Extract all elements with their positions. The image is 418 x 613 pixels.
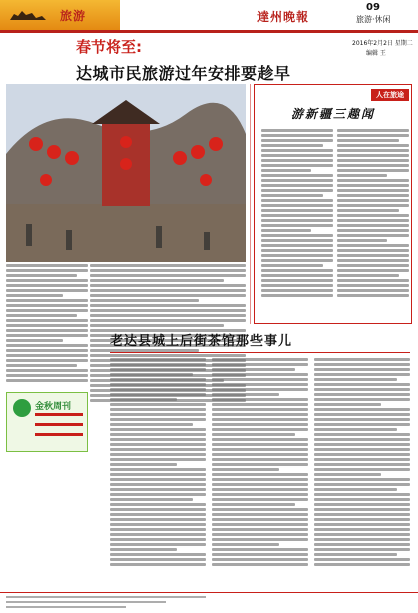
footer-rule	[0, 592, 418, 593]
feature-title: 游新疆三趣闻	[291, 107, 376, 121]
main-story-column-1	[6, 264, 88, 388]
feature-column-1	[261, 129, 333, 299]
section-logo-text: 旅游	[60, 9, 87, 23]
camel-icon	[8, 6, 48, 22]
ad-logo-icon	[13, 399, 31, 417]
headline-kicker: 春节将至:	[76, 38, 142, 56]
page-number: 09	[366, 2, 380, 13]
lantern-photo	[6, 84, 246, 262]
ad-phone-line	[35, 433, 83, 436]
ad-box	[6, 392, 88, 452]
ad-phone-line	[35, 423, 83, 426]
masthead	[0, 0, 418, 30]
column-divider	[250, 84, 251, 324]
footer-credits	[6, 596, 206, 611]
masthead-rule	[0, 30, 418, 33]
feature-column-2	[337, 129, 409, 299]
dateline: 2016年2月2日 星期二	[352, 40, 413, 47]
headline-block	[76, 36, 346, 82]
lower-story-rule	[110, 352, 410, 353]
feature-box	[254, 84, 412, 324]
ad-title: 金秋周刊	[35, 402, 72, 412]
headline-title: 达城市民旅游过年安排要趁早	[76, 64, 291, 83]
lower-story-title: 老达县城上后街茶馆那些事儿	[110, 334, 293, 349]
editor-byline: 编辑 王	[366, 50, 386, 57]
section-logo	[0, 0, 120, 30]
ad-phone-line	[35, 413, 83, 416]
paper-logo: 達州晚報	[257, 10, 310, 24]
lower-story-column-3	[314, 358, 410, 568]
section-name: 旅游·休闲	[356, 15, 391, 24]
lower-story-column-1	[110, 358, 206, 568]
feature-tag: 人在旅途	[371, 89, 409, 101]
lower-story-column-2	[212, 358, 308, 568]
